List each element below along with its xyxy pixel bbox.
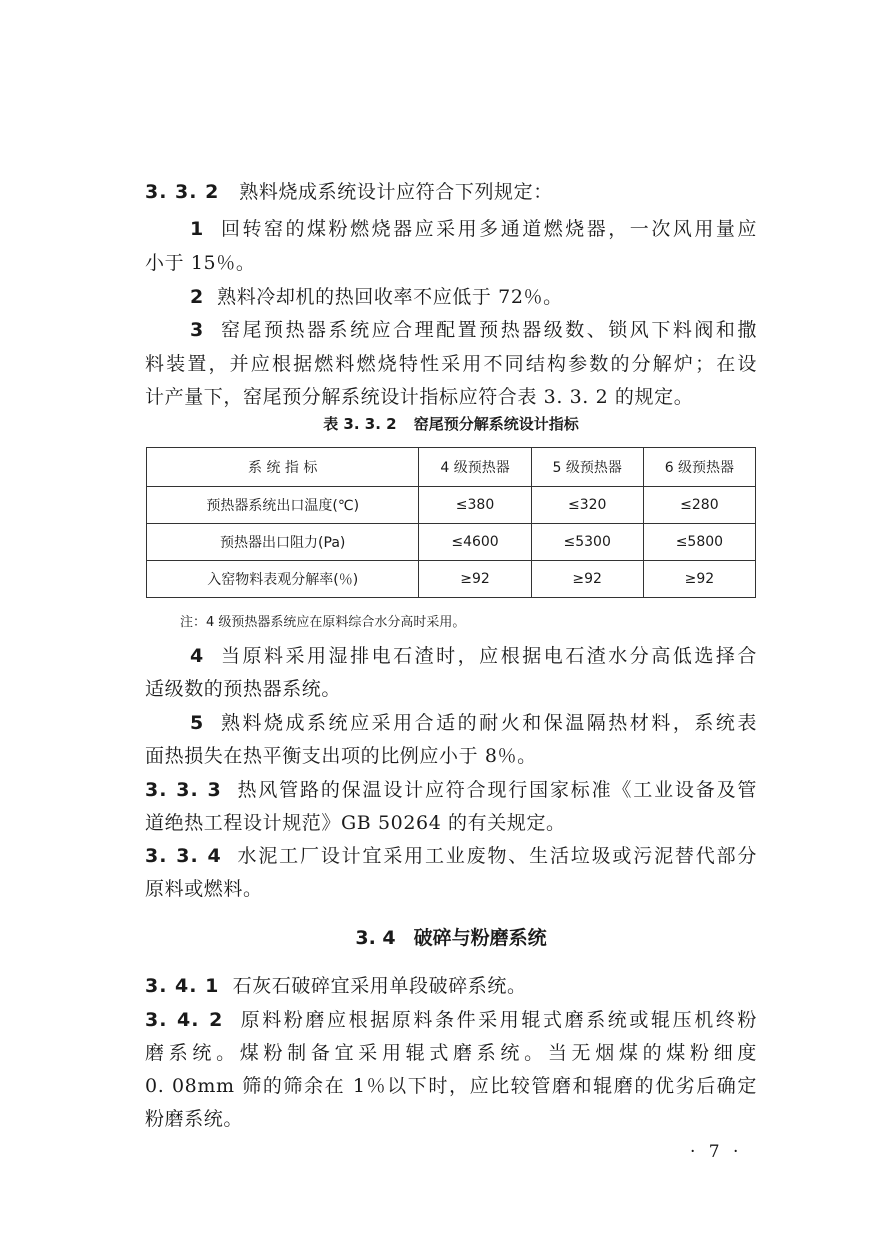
- item-text: 熟料冷却机的热回收率不应低于 72％。: [217, 286, 563, 308]
- clause-text: 熟料烧成系统设计应符合下列规定：: [239, 181, 553, 203]
- table-cell: ≥92: [419, 561, 531, 598]
- item-3-line-3: 计产量下，窑尾预分解系统设计指标应符合表 3. 3. 2 的规定。: [145, 386, 694, 408]
- item-3-line-1: [190, 314, 757, 346]
- item-4-line-1: [190, 640, 757, 672]
- item-number: 5: [190, 712, 204, 734]
- table-cell: ≤5800: [643, 524, 755, 561]
- table-caption: [145, 412, 757, 436]
- table-cell: ≤280: [643, 487, 755, 524]
- item-text: 窑尾预热器系统应合理配置预热器级数、锁风下料阀和撒: [220, 319, 757, 341]
- table-row: [147, 524, 756, 561]
- section-heading: [145, 922, 757, 954]
- clause-text: 热风管路的保温设计应符合现行国家标准《工业设备及管: [237, 779, 757, 801]
- header-cell: 6 级预热器: [643, 448, 755, 487]
- item-4-line-2: 适级数的预热器系统。: [145, 678, 342, 700]
- clause-3-3-3-line-1: [145, 774, 757, 806]
- clause-3-3-4-line-1: [145, 840, 757, 872]
- item-number: 4: [190, 645, 204, 667]
- item-1-line-2: 小于 15％。: [145, 252, 256, 274]
- table-row: [147, 561, 756, 598]
- clause-number: 3. 3. 3: [145, 779, 222, 801]
- table-caption-title: 窑尾预分解系统设计指标: [413, 415, 579, 433]
- clause-3-3-4-line-2: 原料或燃料。: [145, 878, 263, 900]
- item-5-line-2: 面热损失在热平衡支出项的比例应小于 8％。: [145, 745, 537, 767]
- item-3-line-2: 料装置，并应根据燃料燃烧特性采用不同结构参数的分解炉；在设: [145, 353, 757, 375]
- clause-3-4-2-line-3: 0. 08mm 筛的筛余在 1％以下时，应比较管磨和辊磨的优劣后确定: [145, 1075, 757, 1097]
- item-number: 1: [190, 218, 204, 240]
- header-cell: 4 级预热器: [419, 448, 531, 487]
- table-header-row: [147, 448, 756, 487]
- item-1-line-1: [190, 213, 757, 245]
- item-text: 熟料烧成系统应采用合适的耐火和保温隔热材料，系统表: [220, 712, 757, 734]
- item-number: 2: [190, 286, 204, 308]
- item-number: 3: [190, 319, 204, 341]
- table-note: 注：4 级预热器系统应在原料综合水分高时采用。: [180, 615, 466, 630]
- clause-3-3-2-heading: [145, 176, 757, 208]
- table-caption-number: 表 3. 3. 2: [323, 415, 397, 433]
- clause-3-4-1: [145, 970, 757, 1002]
- table-cell: ≥92: [531, 561, 643, 598]
- item-5-line-1: [190, 707, 757, 739]
- table-cell: 预热器出口阻力(Pa): [147, 524, 419, 561]
- clause-number: 3. 4. 2: [145, 1009, 224, 1031]
- table-cell: ≤380: [419, 487, 531, 524]
- clause-3-3-3-line-2: 道绝热工程设计规范》GB 50264 的有关规定。: [145, 812, 566, 834]
- clause-3-4-2-line-2: 磨系统。煤粉制备宜采用辊式磨系统。当无烟煤的煤粉细度: [145, 1042, 757, 1064]
- table-cell: ≤5300: [531, 524, 643, 561]
- table-cell: ≤4600: [419, 524, 531, 561]
- table-cell: 入窑物料表观分解率(％): [147, 561, 419, 598]
- section-number: 3. 4: [355, 927, 396, 949]
- clause-text: 水泥工厂设计宜采用工业废物、生活垃圾或污泥替代部分: [237, 845, 757, 867]
- clause-number: 3. 3. 4: [145, 845, 222, 867]
- table-row: [147, 487, 756, 524]
- clause-number: 3. 3. 2: [145, 181, 220, 203]
- table-cell: 预热器系统出口温度(℃): [147, 487, 419, 524]
- header-cell: 5 级预热器: [531, 448, 643, 487]
- clause-3-4-2-line-4: 粉磨系统。: [145, 1108, 244, 1130]
- section-title: 破碎与粉磨系统: [413, 927, 547, 949]
- clause-number: 3. 4. 1: [145, 975, 220, 997]
- item-text: 回转窑的煤粉燃烧器应采用多通道燃烧器，一次风用量应: [220, 218, 757, 240]
- clause-3-4-2-line-1: [145, 1004, 757, 1036]
- item-text: 当原料采用湿排电石渣时，应根据电石渣水分高低选择合: [220, 645, 757, 667]
- table-cell: ≥92: [643, 561, 755, 598]
- clause-text: 原料粉磨应根据原料条件采用辊式磨系统或辊压机终粉: [240, 1009, 757, 1031]
- item-2-line-1: [190, 281, 802, 313]
- spec-table: [146, 447, 756, 598]
- clause-text: 石灰石破碎宜采用单段破碎系统。: [232, 975, 527, 997]
- header-cell: 系 统 指 标: [147, 448, 419, 487]
- page-number: · 7 ·: [690, 1142, 743, 1162]
- table-cell: ≤320: [531, 487, 643, 524]
